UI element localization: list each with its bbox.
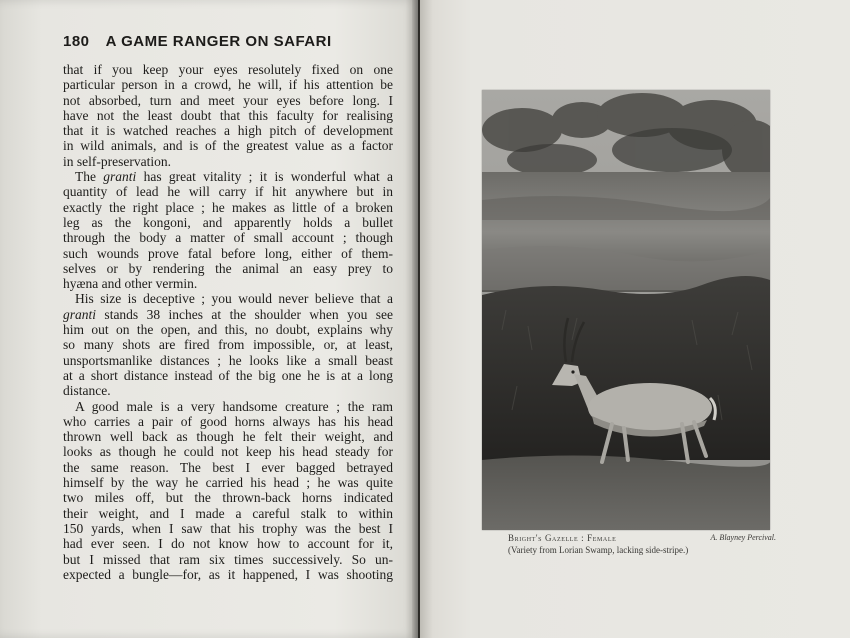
italic-word: granti bbox=[63, 306, 97, 322]
gazelle-photograph bbox=[482, 90, 770, 530]
text-line: A good male is a very handsome creature ; the ram bbox=[75, 398, 393, 414]
text-line: in self-preservation. bbox=[63, 153, 171, 169]
text-line-post: has great vitality ; it is wonderful what a bbox=[136, 169, 393, 185]
text-line: but I missed that ram six times successively. So un- bbox=[63, 551, 393, 567]
body-text bbox=[63, 62, 393, 582]
text-line: have not the least doubt that this faculty for realising bbox=[63, 107, 393, 123]
caption-note: (Variety from Lorian Swamp, lacking side-stripe.) bbox=[508, 545, 689, 555]
page-number: 180 bbox=[63, 33, 90, 50]
text-line: that it is watched reaches a high pitch of development bbox=[63, 123, 393, 139]
text-line: thrown well back as though he felt their weight, and bbox=[63, 429, 393, 445]
text-line bbox=[63, 169, 393, 184]
text-line bbox=[63, 307, 393, 322]
text-line: 150 yards, when I saw that his trophy was the best I bbox=[63, 520, 393, 536]
text-line: so many shots are fired from impossible, or, at least, bbox=[63, 337, 393, 353]
text-line: leg as the kongoni, and apparently holds a bullet bbox=[63, 214, 393, 230]
text-line: quantity of lead he will carry if hit anywhere but in bbox=[63, 184, 393, 200]
text-line: hyæna and other vermin. bbox=[63, 276, 198, 292]
text-line: through the body a matter of small account ; though bbox=[63, 230, 393, 246]
text-line: two miles off, but the thrown-back horns indicated bbox=[63, 490, 393, 506]
text-line: particular person in a crowd, he will, if his attention be bbox=[63, 77, 393, 93]
caption-title: Bright's Gazelle : Female bbox=[508, 533, 617, 543]
text-line-post: stands 38 inches at the shoulder when you see bbox=[96, 306, 393, 322]
text-line: expected a bungle—for, as it happened, I was shooting bbox=[63, 566, 393, 582]
text-line: distance. bbox=[63, 383, 111, 399]
text-line: not absorbed, turn and meet your eyes before long. I bbox=[63, 92, 393, 108]
text-line: in wild animals, and is of the greatest value as a factor bbox=[63, 138, 393, 154]
text-line: their weight, and I made a careful stalk to within bbox=[63, 505, 393, 521]
text-line: the same reason. The best I ever bagged betrayed bbox=[63, 459, 393, 475]
text-line: himself by the way he carried his head ; he was quite bbox=[63, 475, 393, 491]
running-head-title: A GAME RANGER ON SAFARI bbox=[105, 33, 332, 50]
text-line-pre: The bbox=[75, 169, 104, 185]
text-line: selves or by rendering the animal an easy prey to bbox=[63, 260, 393, 276]
photo-credit: A. Blayney Percival. bbox=[710, 533, 776, 542]
italic-word: granti bbox=[103, 169, 137, 185]
text-line: at a short distance instead of the big one he is at a long bbox=[63, 367, 393, 383]
left-page bbox=[0, 0, 418, 638]
text-line: him out on the open, and this, no doubt, explains why bbox=[63, 322, 393, 338]
text-line: such wounds prove fatal before long, either of them- bbox=[63, 245, 393, 261]
text-line: had ever seen. I do not know how to account for it, bbox=[63, 536, 393, 552]
text-line: that if you keep your eyes resolutely fixed on one bbox=[63, 62, 393, 77]
text-line: exactly the right place ; he makes as little of a broken bbox=[63, 199, 393, 215]
text-line: who carries a pair of good horns always has his head bbox=[63, 413, 393, 429]
text-line: His size is deceptive ; you would never believe that a bbox=[75, 291, 393, 307]
text-line: looks as though he could not keep his head steady for bbox=[63, 444, 393, 460]
text-line: unsportsmanlike distances ; he looks like a small beast bbox=[63, 352, 393, 368]
photo-caption bbox=[478, 532, 778, 556]
running-header bbox=[63, 33, 393, 50]
